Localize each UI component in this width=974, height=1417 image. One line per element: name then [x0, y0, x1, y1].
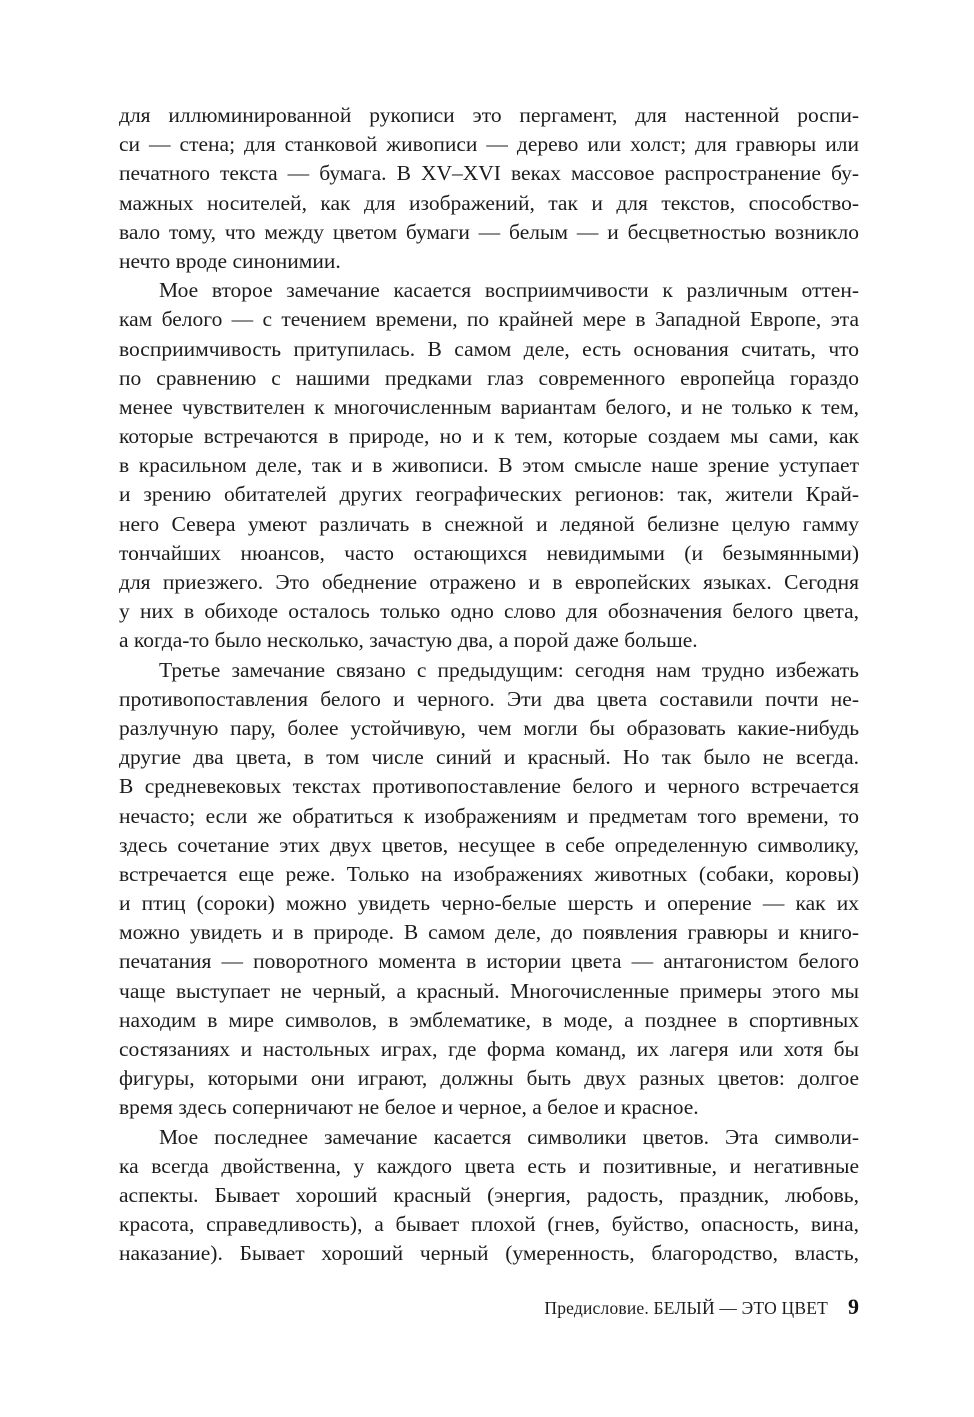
text-line: красота, справедливость), а бывает плохой (гнев, буйство, опасность, вина,: [119, 1212, 859, 1237]
text-line: фигуры, которыми они играют, должны быть двух разных цветов: долгое: [119, 1066, 859, 1091]
text-line: разлучную пару, более устойчивую, чем могли бы образовать какие-нибудь: [119, 715, 859, 740]
text-line: ка всегда двойственна, у каждого цвета есть и позитивные, и негативные: [119, 1153, 859, 1178]
text-line: состязаниях и настольных играх, где форма команд, их лагеря или хотя бы: [119, 1037, 859, 1061]
text-line: для иллюминированной рукописи это пергамент, для настенной роспи-: [119, 103, 859, 127]
text-line: кам белого — с течением времени, по крайней мере в Западной Европе, эта: [119, 307, 859, 332]
page-number: 9: [848, 1294, 859, 1319]
page-footer: [119, 1294, 859, 1334]
page-body: [119, 101, 859, 1269]
text-line: наказание). Бывает хороший черный (умеренность, благородство, власть,: [119, 1241, 859, 1266]
text-line: менее чувствителен к многочисленным вариантам белого, и не только к тем,: [119, 394, 859, 419]
text-line: Третье замечание связано с предыдущим: сегодня нам трудно избежать: [159, 657, 859, 682]
text-line: противопоставления белого и черного. Эти два цвета составили почти не-: [119, 686, 859, 711]
text-line: здесь сочетание этих двух цветов, несущее в себе определенную символику,: [119, 832, 859, 857]
text-line: другие два цвета, в том числе синий и красный. Но так было не всегда.: [119, 745, 859, 770]
text-line: си — стена; для станковой живописи — дерево или холст; для гравюры или: [119, 132, 859, 157]
running-head: Предисловие. БЕЛЫЙ — ЭТО ЦВЕТ: [544, 1298, 828, 1318]
text-line: и птиц (сороки) можно увидеть черно-белые шерсть и оперение — как их: [119, 891, 859, 916]
text-line: в красильном деле, так и в живописи. В этом смысле наше зрение уступает: [119, 453, 859, 478]
text-line: вало тому, что между цветом бумаги — белым — и бесцветностью возникло: [119, 219, 859, 244]
paragraph-4: [119, 1123, 859, 1269]
text-line: которые встречаются в природе, но и к тем, которые создаем мы сами, как: [119, 424, 859, 449]
text-line: у них в обиходе осталось только одно слово для обозначения белого цвета,: [119, 599, 859, 624]
text-line: нечасто; если же обратиться к изображениям и предметам того времени, то: [119, 803, 859, 828]
text-line: аспекты. Бывает хороший красный (энергия, радость, праздник, любовь,: [119, 1182, 859, 1207]
text-line: нечто вроде синонимии.: [119, 248, 341, 273]
text-line: Мое последнее замечание касается символики цветов. Эта символи-: [159, 1124, 859, 1149]
text-line: В средневековых текстах противопоставление белого и черного встречается: [119, 774, 859, 799]
text-line: мажных носителей, как для изображений, так и для текстов, способство-: [119, 190, 859, 215]
paragraph-2: [119, 276, 859, 655]
text-line: находим в мире символов, в эмблематике, в моде, а позднее в спортивных: [119, 1007, 859, 1032]
text-line: можно увидеть и в природе. В самом деле, до появления гравюры и книго-: [119, 920, 859, 945]
text-line: печатания — поворотного момента в истории цвета — антагонистом белого: [119, 949, 859, 974]
text-line: а когда-то было несколько, зачастую два, а порой даже больше.: [119, 628, 698, 653]
text-line: по сравнению с нашими предками глаз современного европейца гораздо: [119, 365, 859, 390]
text-line: Мое второе замечание касается восприимчивости к различным оттен-: [159, 278, 859, 303]
text-line: встречается еще реже. Только на изображениях животных (собаки, коровы): [119, 861, 859, 886]
text-line: него Севера умеют различать в снежной и ледяной белизне целую гамму: [119, 511, 859, 536]
text-line: чаще выступает не черный, а красный. Многочисленные примеры этого мы: [119, 978, 859, 1003]
text-line: тончайших нюансов, часто остающихся невидимыми (и безымянными): [119, 540, 859, 565]
paragraph-3: [119, 656, 859, 1123]
text-line: восприимчивость притупилась. В самом деле, есть основания считать, что: [119, 336, 859, 361]
paragraph-1: [119, 101, 859, 276]
text-line: для приезжего. Это обеднение отражено и в европейских языках. Сегодня: [119, 570, 859, 594]
text-line: время здесь соперничают не белое и черное, а белое и красное.: [119, 1095, 699, 1120]
text-line: печатного текста — бумага. В XV–XVI веках массовое распространение бу-: [119, 161, 859, 186]
text-line: и зрению обитателей других географических регионов: так, жители Край-: [119, 482, 859, 507]
